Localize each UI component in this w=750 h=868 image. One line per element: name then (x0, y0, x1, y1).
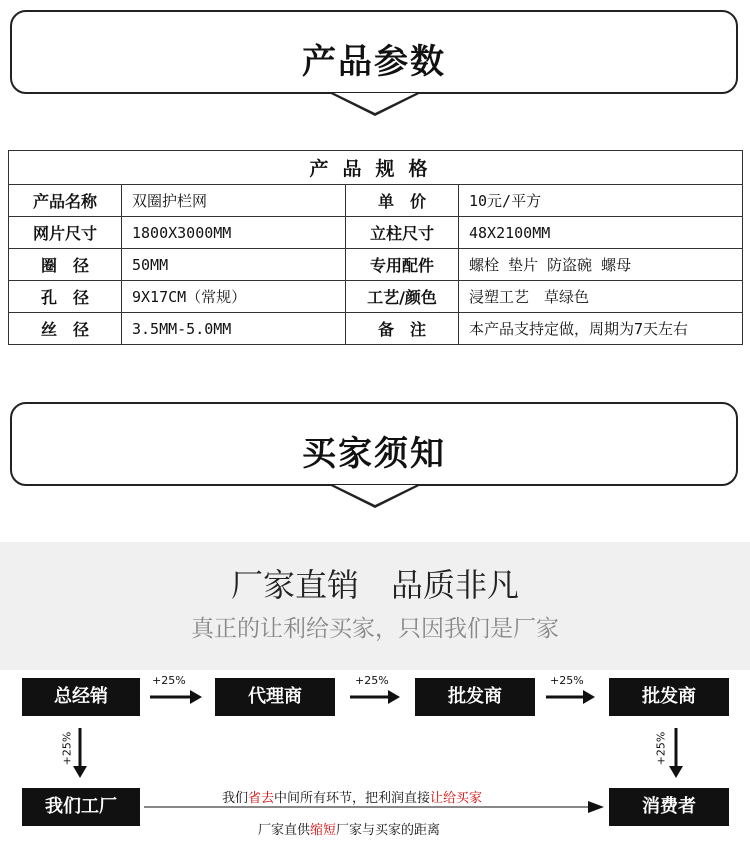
msg-highlight: 让给买家 (430, 791, 483, 806)
arrow-head-icon (190, 690, 202, 704)
flow-message-top (222, 787, 482, 806)
long-arrow-head-icon (588, 801, 604, 813)
slogan-sub: 真正的让利给买家，只因我们是厂家 (191, 616, 559, 642)
spec-label: 产品名称 (9, 185, 122, 217)
spec-value: 3.5MM-5.0MM (122, 313, 346, 345)
msg-highlight: 缩短 (310, 823, 337, 838)
flow-box-distributor: 总经销 (22, 678, 140, 716)
markup-label-vertical: +25% (654, 731, 668, 766)
spec-value: 双圈护栏网 (122, 185, 346, 217)
msg-part: 中间所有环节，把利润直接 (274, 791, 431, 806)
spec-label: 丝 径 (9, 313, 122, 345)
msg-part: 厂家直供 (258, 823, 311, 838)
flow-box-agent: 代理商 (215, 678, 335, 716)
spec-value: 1800X3000MM (122, 217, 346, 249)
section-title-params: 产品参数 (302, 42, 446, 82)
flow-box-consumer: 消费者 (609, 788, 729, 826)
flow-box-wholesaler: 批发商 (415, 678, 535, 716)
spec-label: 孔 径 (9, 281, 122, 313)
markup-label-vertical: +25% (60, 731, 74, 766)
spec-label: 圈 径 (9, 249, 122, 281)
slogan-main: 厂家直销 品质非凡 (230, 566, 519, 604)
arrow-head-icon (669, 766, 683, 778)
flow-box-factory: 我们工厂 (22, 788, 140, 826)
spec-label: 专用配件 (346, 249, 459, 281)
spec-value: 10元/平方 (459, 185, 743, 217)
spec-label: 网片尺寸 (9, 217, 122, 249)
spec-value: 50MM (122, 249, 346, 281)
msg-highlight: 省去 (248, 791, 275, 806)
spec-value: 螺栓 垫片 防盗碗 螺母 (459, 249, 743, 281)
flow-message-bottom (258, 819, 440, 838)
arrow-head-icon (583, 690, 595, 704)
spec-label: 备 注 (346, 313, 459, 345)
spec-table-header: 产品规格 (9, 151, 743, 185)
spec-value: 浸塑工艺 草绿色 (459, 281, 743, 313)
section-title-buyer: 买家须知 (302, 434, 446, 474)
msg-part: 我们 (222, 791, 249, 806)
arrow-head-icon (73, 766, 87, 778)
spec-value: 48X2100MM (459, 217, 743, 249)
flow-box-wholesaler-2: 批发商 (609, 678, 729, 716)
arrow-head-icon (388, 690, 400, 704)
markup-label: +25% (152, 674, 186, 687)
spec-label: 工艺/颜色 (346, 281, 459, 313)
spec-value: 本产品支持定做，周期为7天左右 (459, 313, 743, 345)
msg-part: 厂家与买家的距离 (336, 823, 441, 838)
markup-label: +25% (550, 674, 584, 687)
spec-label: 立柱尺寸 (346, 217, 459, 249)
spec-value: 9X17CM（常规） (122, 281, 346, 313)
spec-label: 单 价 (346, 185, 459, 217)
markup-label: +25% (355, 674, 389, 687)
